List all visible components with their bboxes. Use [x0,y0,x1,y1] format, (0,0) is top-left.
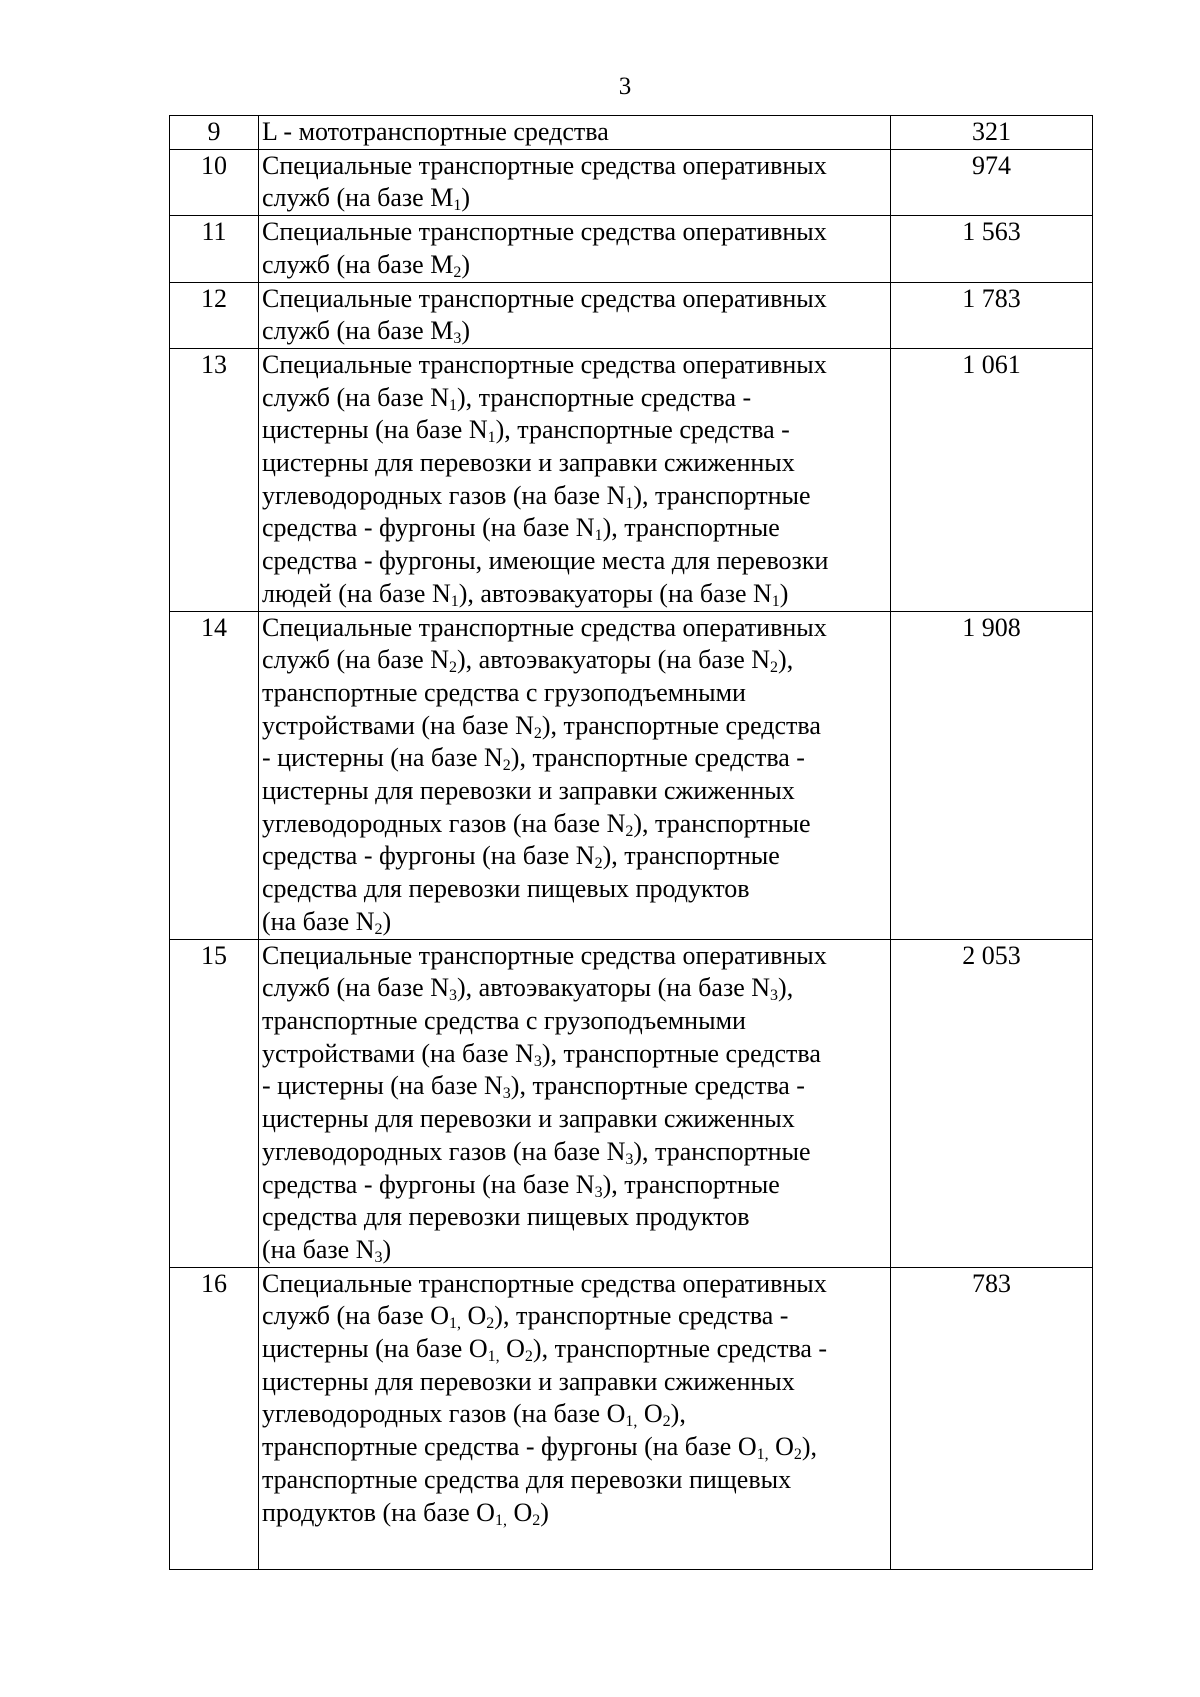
vehicle-description-cell [259,611,891,939]
description-text: (на базе N [262,906,375,936]
description-text: ), транспортные [633,1136,811,1166]
description-line [262,116,888,149]
category-subscript: 3 [502,1085,511,1103]
description-line [262,1136,888,1169]
description-line [262,1005,888,1038]
description-text: средства - фургоны (на базе N [262,1169,595,1199]
description-text: - цистерны (на базе N [262,743,503,773]
vehicle-description-cell [259,216,891,282]
category-subscript: 2 [770,659,779,677]
description-text: цистерны (на базе O [262,1334,488,1364]
description-text: ), транспортные средства - [532,1334,828,1364]
description-line [262,710,888,743]
description-text: O [506,1497,533,1527]
description-text: O [499,1334,525,1364]
description-text: цистерны для перевозки и заправки сжиженных [262,448,795,478]
description-line [262,216,888,249]
description-text: средства - фургоны, имеющие места для перевозки [262,546,829,576]
description-line [262,249,888,282]
row-number-cell: 13 [170,348,259,611]
value-cell: 974 [891,149,1093,215]
description-text: транспортные средства с грузоподъемными [262,1005,746,1035]
description-line [262,512,888,545]
description-text: ) [461,316,471,346]
category-subscript: 2 [449,659,457,677]
vehicle-description-cell [259,939,891,1267]
value-cell: 2 053 [891,939,1093,1267]
description-text: - цистерны (на базе N [262,1071,503,1101]
description-line [262,382,888,415]
table-row [170,348,1093,611]
table-row [170,282,1093,348]
description-line [262,873,888,906]
description-line [262,808,888,841]
description-text: устройствами (на базе N [262,1038,534,1068]
category-subscript: 1 [594,527,603,545]
category-subscript: 1 [487,429,496,447]
category-subscript: 1 [450,592,459,610]
description-line [262,612,888,645]
description-text: цистерны (на базе N [262,415,488,445]
description-text: ) [382,1234,392,1264]
description-text: Специальные транспортные средства оперативных [262,1268,827,1298]
vehicle-description-cell [259,116,891,150]
category-subscript: 1, [756,1446,769,1464]
description-line [262,1234,888,1267]
row-number-cell: 11 [170,216,259,282]
category-subscript: 2 [374,920,383,938]
description-text: ), [778,645,794,675]
description-line [262,1070,888,1103]
description-text: ) [382,906,392,936]
category-subscript: 3 [594,1183,603,1201]
description-line [262,283,888,316]
description-text: цистерны для перевозки и заправки сжиженных [262,1104,795,1134]
description-line [262,1398,888,1431]
description-text: углеводородных газов (на базе O [262,1399,626,1429]
description-text: средства для перевозки пищевых продуктов [262,1202,750,1232]
description-line [262,1169,888,1202]
description-text: ), транспортные средства - [510,743,805,773]
table-row [170,116,1093,150]
description-line [262,1300,888,1333]
table-row [170,939,1093,1267]
description-text: ), транспортные [633,480,811,510]
value-cell: 321 [891,116,1093,150]
category-subscript: 1 [625,494,634,512]
value-cell: 1 908 [891,611,1093,939]
category-subscript: 3 [374,1248,383,1266]
category-subscript: 2 [524,1348,533,1366]
row-number-cell: 15 [170,939,259,1267]
description-line [262,447,888,480]
description-text: Специальные транспортные средства оперативных [262,217,827,247]
description-text: ), транспортные средства - [457,382,752,412]
description-line [262,1103,888,1136]
category-subscript: 3 [625,1150,634,1168]
row-number-cell: 16 [170,1267,259,1569]
description-line [262,1431,888,1464]
category-subscript: 1 [771,592,780,610]
description-text: ) [540,1497,549,1527]
table-row [170,1267,1093,1569]
category-subscript: 1 [449,396,457,414]
category-subscript: 2 [502,757,511,775]
description-text: средства - фургоны (на базе N [262,513,595,543]
table-row [170,216,1093,282]
value-cell: 1 783 [891,282,1093,348]
description-text: O [768,1432,794,1462]
description-text: ), транспортные [602,513,780,543]
category-subscript: 2 [662,1413,671,1431]
page-number: 3 [618,73,632,100]
table-row [170,149,1093,215]
description-text: Специальные транспортные средства оперативных [262,940,827,970]
value-cell: 1 563 [891,216,1093,282]
description-text: транспортные средства для перевозки пищевых [262,1464,792,1494]
vehicle-description-cell [259,282,891,348]
description-text: служб (на базе N [262,973,449,1003]
description-text: ), транспортные [602,1169,780,1199]
category-subscript: 3 [449,987,457,1005]
description-text: продуктов (на базе O [262,1497,495,1527]
category-subscript: 2 [486,1315,495,1333]
description-text: Специальные транспортные средства оперативных [262,349,827,379]
description-line [262,1038,888,1071]
description-text: углеводородных газов (на базе N [262,1136,626,1166]
description-line [262,1366,888,1399]
description-text: ), транспортные средства [541,1038,821,1068]
description-text: ) [461,249,471,279]
description-text: L - мототранспортные средства [262,117,609,146]
category-subscript: 2 [453,263,462,281]
category-subscript: 1, [625,1413,638,1431]
description-text: ), транспортные средства [541,710,821,740]
description-text: цистерны для перевозки и заправки сжиженных [262,1366,795,1396]
description-text: служб (на базе N [262,382,449,412]
row-number-cell: 9 [170,116,259,150]
category-subscript: 3 [533,1052,542,1070]
category-subscript: 2 [533,724,542,742]
description-text: Специальные транспортные средства оперативных [262,283,827,313]
description-text: ), автоэвакуаторы (на базе N [458,578,772,608]
row-number-cell: 14 [170,611,259,939]
description-text: углеводородных газов (на базе N [262,808,626,838]
vehicle-description-cell [259,149,891,215]
description-text: ), автоэвакуаторы (на базе N [457,645,771,675]
category-subscript: 2 [532,1511,541,1529]
value-cell: 783 [891,1267,1093,1569]
row-number-cell: 10 [170,149,259,215]
description-text: ), транспортные средства - [510,1071,805,1101]
description-text: ), [801,1432,818,1462]
description-text: устройствами (на базе N [262,710,534,740]
category-subscript: 2 [625,822,634,840]
description-line [262,644,888,677]
description-line [262,775,888,808]
description-text: ), транспортные средства - [495,415,790,445]
description-text: служб (на базе M [262,249,454,279]
description-text: транспортные средства - фургоны (на базе O [262,1432,757,1462]
table-row [170,611,1093,939]
description-text: служб (на базе N [262,645,449,675]
description-line [262,1201,888,1234]
description-line [262,480,888,513]
description-text: служб (на базе M [262,183,454,213]
description-line [262,545,888,578]
description-text: цистерны для перевозки и заправки сжиженных [262,776,795,806]
description-text: транспортные средства с грузоподъемными [262,677,746,707]
description-text: ), [778,973,794,1003]
description-line [262,677,888,710]
category-subscript: 3 [770,987,779,1005]
description-line [262,349,888,382]
category-subscript: 2 [793,1446,802,1464]
category-subscript: 1 [453,197,462,215]
description-line [262,940,888,973]
description-text: ), транспортные [633,808,811,838]
description-line [262,578,888,611]
vehicle-description-cell [259,1267,891,1569]
description-line [262,315,888,348]
category-subscript: 1, [494,1511,507,1529]
description-text: Специальные транспортные средства оперативных [262,150,827,180]
description-line [262,972,888,1005]
row-number-cell: 12 [170,282,259,348]
table-body [170,116,1093,1570]
description-text: ) [461,183,471,213]
description-line [262,1464,888,1497]
description-text: ), [670,1399,686,1429]
category-subscript: 1, [487,1348,500,1366]
description-text: (на базе N [262,1234,375,1264]
description-line [262,182,888,215]
description-line [262,414,888,447]
description-line [262,1497,888,1530]
description-text: ) [779,578,789,608]
description-text: средства - фургоны (на базе N [262,841,595,871]
description-text: людей (на базе N [262,578,451,608]
description-text: углеводородных газов (на базе N [262,480,626,510]
description-text: ), транспортные [602,841,780,871]
description-text: O [461,1301,487,1331]
description-text: ), транспортные средства - [494,1301,789,1331]
description-text: средства для перевозки пищевых продуктов [262,874,750,904]
description-line [262,742,888,775]
description-line [262,906,888,939]
description-line [262,150,888,183]
description-text: Специальные транспортные средства оперативных [262,612,827,642]
description-line [262,840,888,873]
description-text: ), автоэвакуаторы (на базе N [457,973,771,1003]
vehicle-description-cell [259,348,891,611]
description-line [262,1268,888,1301]
vehicle-category-table [169,115,1093,1570]
description-text: служб (на базе M [262,316,454,346]
description-line [262,1333,888,1366]
category-subscript: 2 [594,855,603,873]
description-text: O [637,1399,663,1429]
category-subscript: 3 [453,330,462,348]
category-subscript: 1, [449,1315,461,1333]
value-cell: 1 061 [891,348,1093,611]
description-text: служб (на базе O [262,1301,449,1331]
